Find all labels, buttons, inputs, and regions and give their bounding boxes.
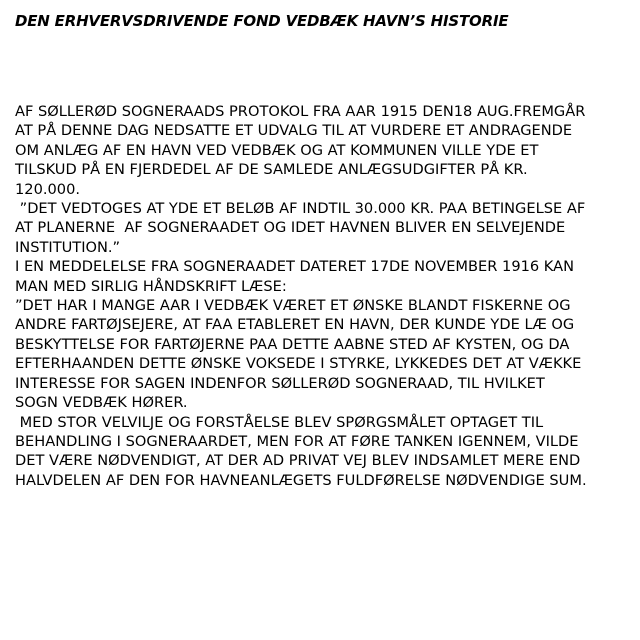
body-line: INSTITUTION.”	[15, 238, 121, 256]
body-line: EFTERHAANDEN DETTE ØNSKE VOKSEDE I STYRKE, LYKKEDES DET AT VÆKKE	[15, 355, 582, 373]
body-line: MAN MED SIRLIG HÅNDSKRIFT LÆSE:	[15, 277, 287, 295]
body-line: MED STOR VELVILJE OG FORSTÅELSE BLEV SPØRGSMÅLET OPTAGET TIL	[15, 413, 544, 431]
body-line: ”DET VEDTOGES AT YDE ET BELØB AF INDTIL 30.000 KR. PAA BETINGELSE AF	[15, 200, 586, 218]
body-line: I EN MEDDELELSE FRA SOGNERAADET DATERET 17DE NOVEMBER 1916 KAN	[15, 258, 575, 276]
body-line: AF SØLLERØD SOGNERAADS PROTOKOL FRA AAR 1915 DEN18 AUG.FREMGÅR	[15, 103, 586, 120]
body-line: BESKYTTELSE FOR FARTØJERNE PAA DETTE AABNE STED AF KYSTEN, OG DA	[15, 335, 570, 353]
body-line: ANDRE FARTØJSEJERE, AT FAA ETABLERET EN HAVN, DER KUNDE YDE LÆ OG	[15, 316, 575, 334]
body-line: HALVDELEN AF DEN FOR HAVNEANLÆGETS FULDFØRELSE NØDVENDIGE SUM.	[15, 471, 587, 489]
document-title: DEN ERHVERVSDRIVENDE FOND VEDBÆK HAVN’S HISTORIE	[15, 12, 509, 30]
body-line: TILSKUD PÅ EN FJERDEDEL AF DE SAMLEDE ANLÆGSUDGIFTER PÅ KR.	[15, 161, 528, 179]
body-line: SOGN VEDBÆK HØRER.	[15, 394, 188, 412]
body-line: ”DET HAR I MANGE AAR I VEDBÆK VÆRET ET ØNSKE BLANDT FISKERNE OG	[15, 297, 571, 315]
document-body	[15, 102, 635, 490]
body-line: BEHANDLING I SOGNERAARDET, MEN FOR AT FØRE TANKEN IGENNEM, VILDE	[15, 432, 579, 450]
body-line: DET VÆRE NØDVENDIGT, AT DER AD PRIVAT VEJ BLEV INDSAMLET MERE END	[15, 452, 581, 470]
body-line: AT PÅ DENNE DAG NEDSATTE ET UDVALG TIL AT VURDERE ET ANDRAGENDE	[15, 122, 573, 140]
body-line: INTERESSE FOR SAGEN INDENFOR SØLLERØD SOGNERAAD, TIL HVILKET	[15, 374, 545, 392]
body-line: AT PLANERNE AF SOGNERAADET OG IDET HAVNEN BLIVER EN SELVEJENDE	[15, 219, 566, 237]
body-line: OM ANLÆG AF EN HAVN VED VEDBÆK OG AT KOMMUNEN VILLE YDE ET	[15, 141, 539, 159]
body-line: 120.000.	[15, 180, 80, 198]
